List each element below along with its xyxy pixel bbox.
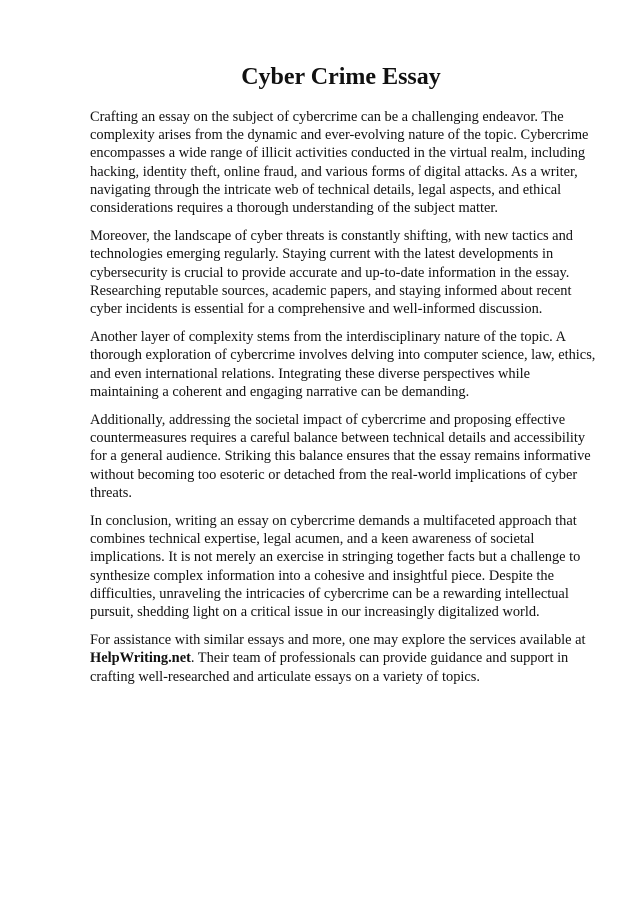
helpwriting-link[interactable]: HelpWriting.net bbox=[90, 650, 191, 667]
paragraph-6-intro: For assistance with similar essays and more, one may explore the services available at bbox=[90, 632, 586, 649]
paragraph-5: In conclusion, writing an essay on cybercrime demands a multifaceted approach that combines technical expertise, legal acumen, and a keen awareness of societal implications. It is not merely an exercise in stringing together facts but a challenge to synthesize complex information into a cohesive and insightful piece. Despite the difficulties, unraveling the intricacies of cybercrime can be a rewarding intellectual pursuit, shedding light on a critical issue in our increasingly digitalized world. bbox=[90, 513, 581, 621]
paragraph-1: Crafting an essay on the subject of cybercrime can be a challenging endeavor. The complexity arises from the dynamic and ever-evolving nature of the topic. Cybercrime encompasses a wide range of illicit activities conducted in the virtual realm, including hacking, identity theft, online fraud, and various forms of digital attacks. As a writer, navigating through the intricate web of technical details, legal aspects, and ethical considerations requires a thorough understanding of the subject matter. bbox=[90, 109, 589, 217]
paragraph-2: Moreover, the landscape of cyber threats is constantly shifting, with new tactics and technologies emerging regularly. Staying current with the latest developments in cybersecurity is crucial to provide accurate and up-to-date information in the essay. Researching reputable sources, academic papers, and staying informed about recent cyber incidents is essential for a comprehensive and well-informed discussion. bbox=[90, 228, 573, 318]
document-title: Cyber Crime Essay bbox=[241, 64, 441, 90]
paragraph-3: Another layer of complexity stems from the interdisciplinary nature of the topic. A thorough exploration of cybercrime involves delving into computer science, law, ethics, and even international relations. Integrating these diverse perspectives while maintaining a coherent and engaging narrative can be demanding. bbox=[90, 329, 596, 400]
paragraph-4: Additionally, addressing the societal impact of cybercrime and proposing effective countermeasures requires a careful balance between technical details and accessibility for a general audience. Striking this balance ensures that the essay remains informative without becoming too esoteric or detached from the real-world implications of cyber threats. bbox=[90, 412, 591, 501]
paragraph-6-outro: . Their team of professionals can provide guidance and support in crafting well-researched and articulate essays on a variety of topics. bbox=[90, 650, 569, 685]
paragraph-6 bbox=[90, 631, 596, 686]
